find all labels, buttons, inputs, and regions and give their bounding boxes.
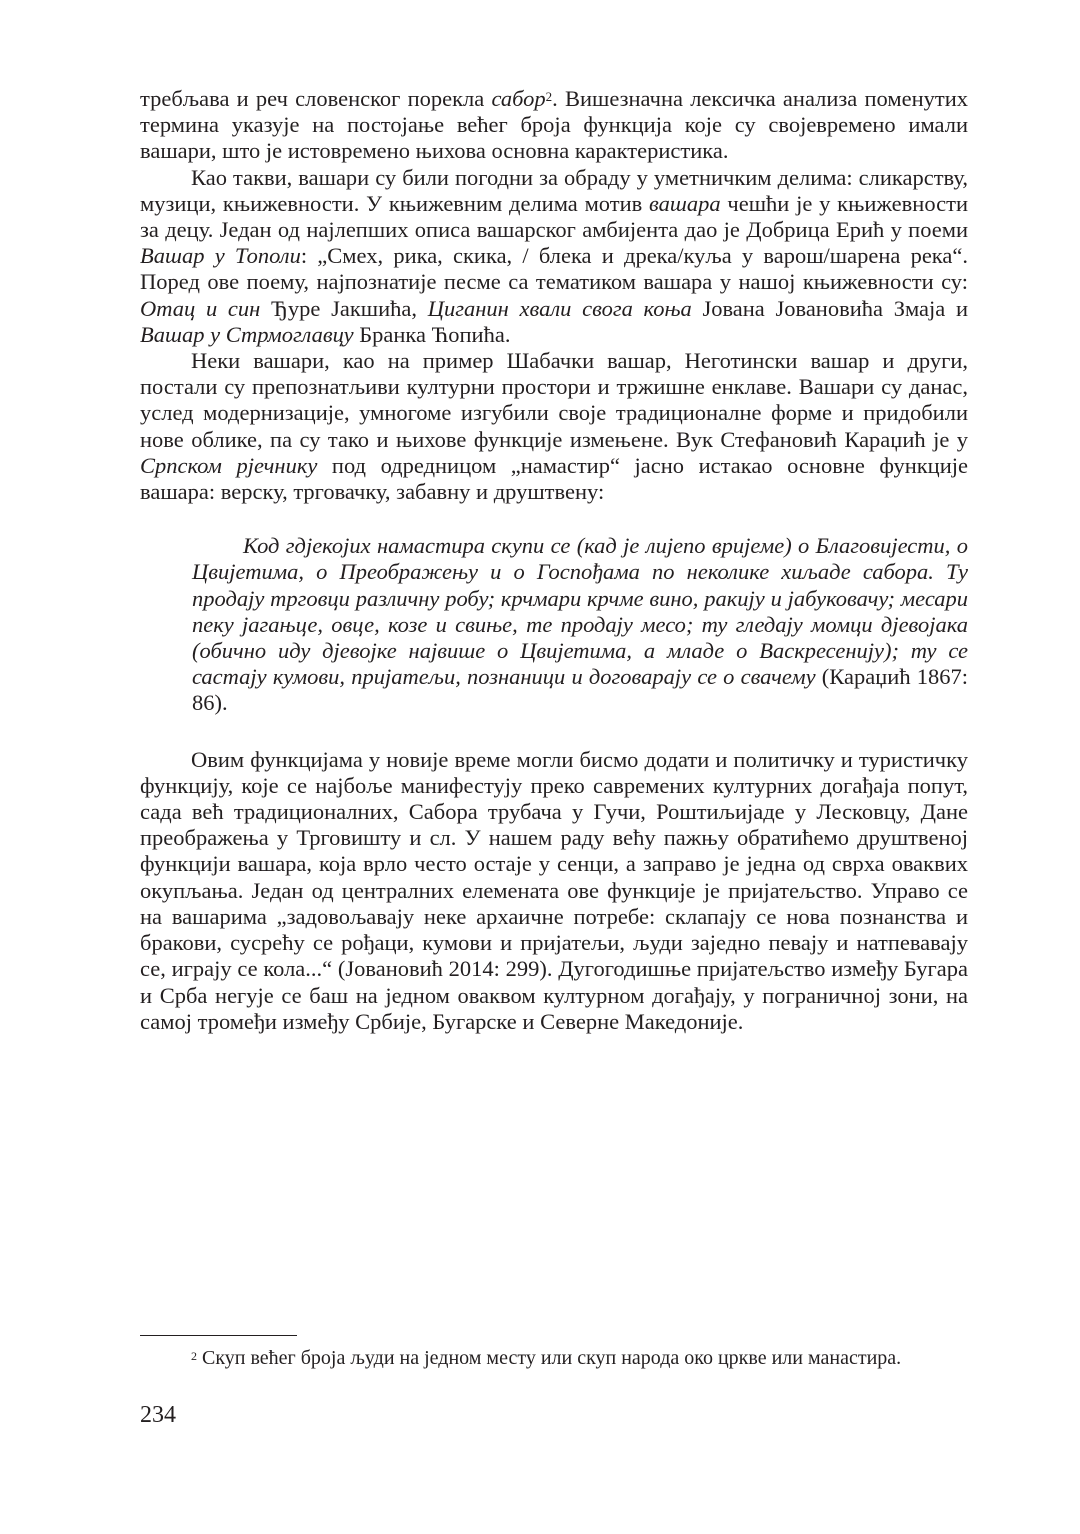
footnote-reference[interactable]: 2 [545, 89, 553, 104]
footnote-separator [140, 1335, 297, 1336]
page-number: 234 [140, 1402, 176, 1428]
italic-term: Вашар у Стрмоглавцу [140, 321, 354, 347]
text-run: . Вишезначна лексичка анализа поменутих термина указује на постојање већег броја функција које су својевремено имали вашари, што је истовремено њихова основна карактеристика. [140, 86, 968, 164]
quote-text: Код гдјекојих намастира скупи се (кад је лијепо вријеме) о Благовијести, о Цвијетима, о Преображењу и о Госпођама по неколике хиљаде сабора. Ту продају трговци различну робу; крчмари крчме вино, ракију и јабуковачу; месари пеку јагањце, овце, козе и свиње, те продају месо; ту гледају момци дјевојака (обично иду дјевојке највише о Цвијетима, а младе о Васкресенију); ту се састају кумови, пријатељи, познаници и договарају се о свачему [192, 533, 968, 690]
text-run: под одредницом „намастир“ јасно истакао основне функције вашара: верску, трговачку, забавну и друштвену: [140, 452, 968, 505]
text-run: Као такви, вашари су били погодни за обраду у уметничким делима: сликарству, музици, књижевности. У књижевним делима мотив [140, 164, 968, 216]
footnote [140, 1346, 968, 1371]
paragraph-1 [140, 86, 968, 165]
text-run: Јована Јовановића Змаја и [691, 295, 969, 321]
italic-term: вашара [649, 190, 721, 216]
text-run: чешћи је у књижевности за децу. Један од најлепших описа вашарског амбијента дао је Добрица Ерић у поеми [140, 190, 968, 243]
paragraph-4: Овим функцијама у новије време могли бисмо додати и политичку и туристичку функцију, које се најбоље манифестују преко савремених културних догађаја попут, сада већ традиционалних, Сабора трубача у Гучи, Роштиљијаде у Лесковцу, Дане преображења у Трговишту и сл. У нашем раду већу пажњу обратићемо друштвеној функцији вашара, која врло често остаје у сенци, а заправо је једна од сврха оваквих окупљања. Један од централних елемената ове функције је пријатељство. Управо се на вашарима „задовољавају неке архаичне потребе: склапају се нова познанства и бракови, сусрећу се рођаци, кумови и пријатељи, људи заједно певају и натпевавају се, играју се кола...“ (Јовановић 2014: 299). Дугогодишње пријатељство између Бугара и Срба негује се баш на једном оваквом културном догађају, у пограничној зони, на самој тромеђи између Србије, Бугарске и Северне Македоније. [140, 746, 968, 1034]
footnote-text: Скуп већег броја људи на једном месту или скуп народа око цркве или манастира. [197, 1347, 902, 1369]
italic-term: Циганин хвали свога коња [427, 295, 692, 321]
text-run: требљава и реч словенског порекла [140, 86, 492, 111]
italic-term: Српском рјечнику [140, 452, 318, 478]
text-run: Ђуре Јакшића, [260, 295, 428, 321]
text-run: : „Смех, рика, скика, / блека и дрека/куља у варош/шарена река“. Поред ове поему, најпознатије песме са тематиком вашара у нашој књижевности су: [140, 243, 968, 295]
italic-term: Отац и син [140, 295, 261, 321]
text-run: Бранка Ћопића. [353, 321, 511, 347]
paragraph-3 [140, 348, 968, 505]
page-body [140, 86, 968, 1035]
paragraph-2 [140, 165, 968, 348]
quote-citation: (Караџић 1867: 86). [192, 664, 968, 716]
italic-term: Вашар у Тополи [140, 243, 301, 269]
text-run: Неки вашари, као на пример Шабачки вашар, Неготински вашар и други, постали су препознатљиви културни простори и тржишне енклаве. Вашари су данас, услед модернизације, умногоме изгубили своје традиционалне форме и придобили нове облике, па су тако и њихове функције измењене. Вук Стефановић Караџић је у [140, 348, 968, 452]
footnote-marker: 2 [191, 1349, 197, 1363]
block-quote [192, 533, 968, 716]
italic-term: сабор [491, 86, 546, 111]
